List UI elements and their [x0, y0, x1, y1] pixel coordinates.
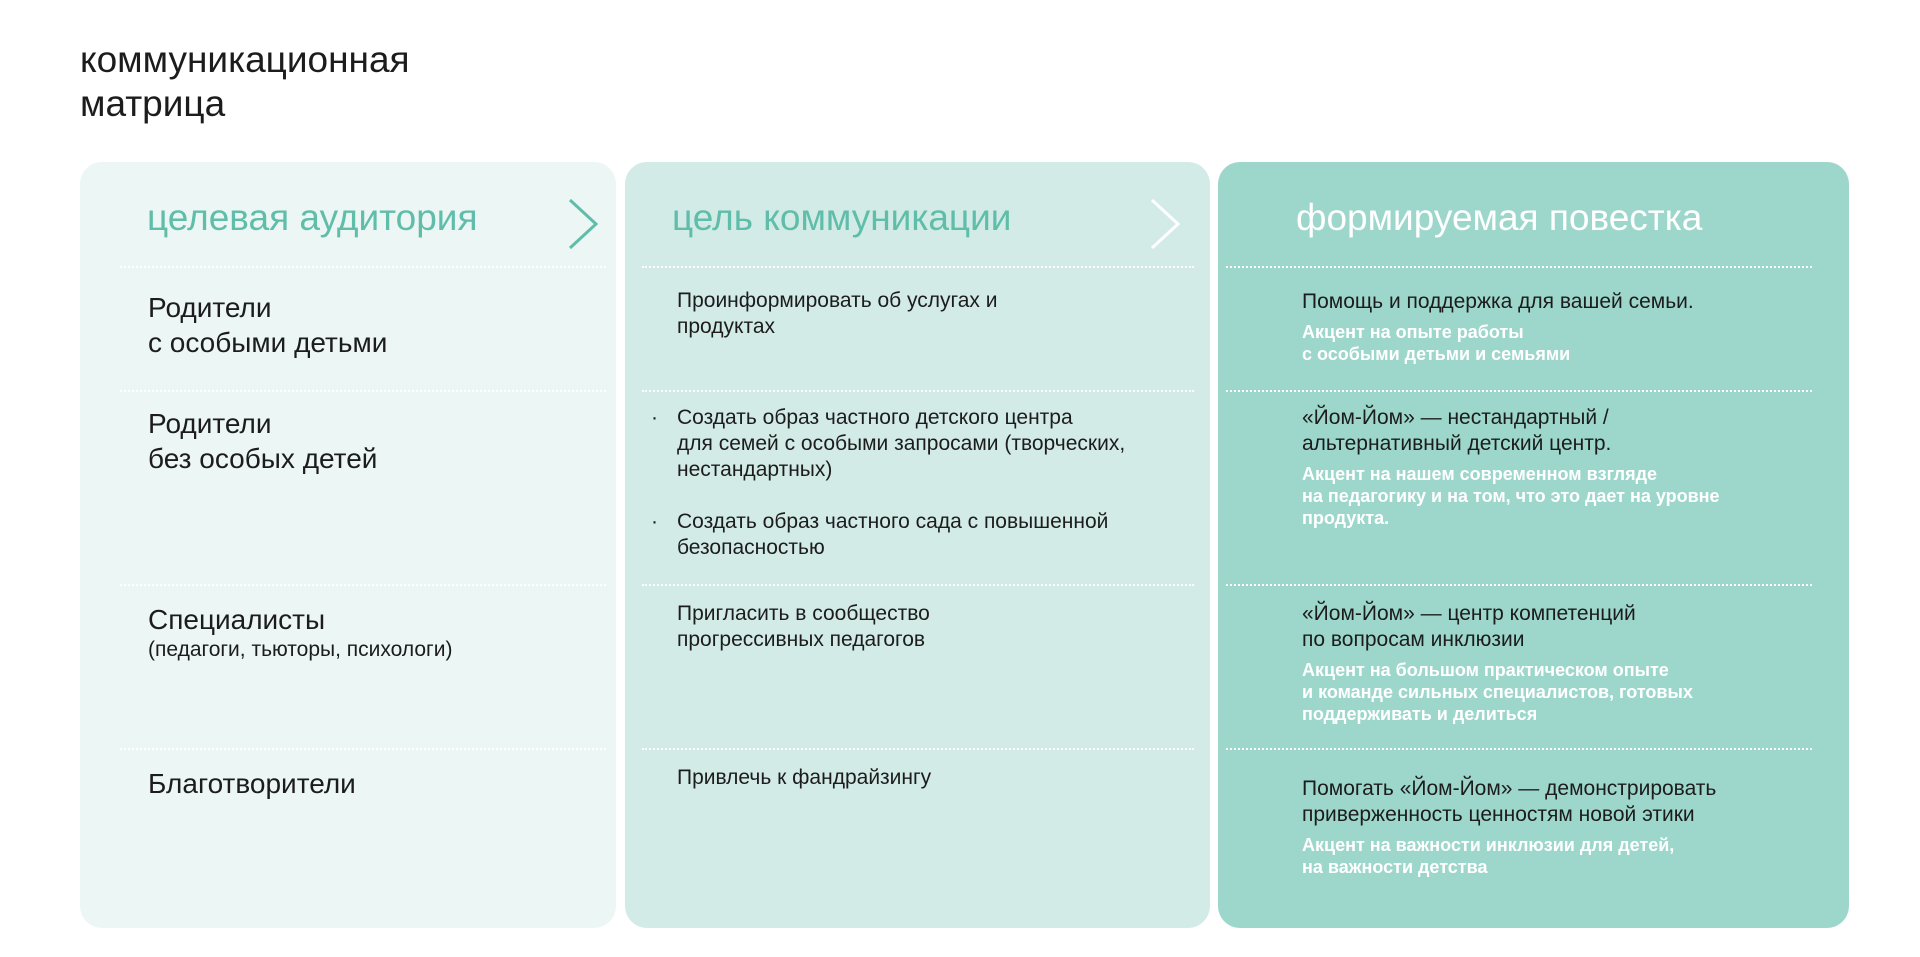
row-divider [120, 266, 606, 268]
goal-cell: Привлечь к фандрайзингу [677, 766, 932, 789]
audience-cell: Родители без особых детей [148, 408, 378, 474]
agenda-cell: «Йом-Йом» — нестандартный / альтернативный детский центр. Акцент на нашем современном взгляде на педагогику и на том, что это дает на уровне продукта. [1302, 405, 1822, 529]
row-divider [120, 748, 606, 750]
page-title [80, 38, 410, 126]
goal-header: цель коммуникации [672, 197, 1012, 238]
goal-bullet-item: · Создать образ частного детского центра для семей с особыми запросами (творческих, нестандартных) [651, 406, 1126, 481]
row-divider [642, 266, 1194, 268]
goal-cell: Пригласить в сообщество прогрессивных педагогов [677, 602, 930, 651]
goal-bullet-item: · Создать образ частного сада с повышенной безопасностью [651, 510, 1109, 559]
agenda-accent: Акцент на большом практическом опыте и команде сильных специалистов, готовых поддерживать и делиться [1302, 660, 1693, 724]
row-divider [1226, 584, 1812, 586]
page-title-line1: коммуникационная [80, 39, 410, 80]
row-divider [642, 390, 1194, 392]
audience-header: целевая аудитория [147, 197, 478, 238]
chevron-right-icon [566, 198, 600, 250]
row-divider [642, 748, 1194, 750]
row-divider [642, 584, 1194, 586]
agenda-header: формируемая повестка [1296, 197, 1703, 238]
goal-cell: Проинформировать об услугах и продуктах [677, 289, 998, 338]
audience-cell: Родители с особыми детьми [148, 292, 388, 358]
audience-cell: Благотворители [148, 768, 356, 799]
agenda-cell: Помощь и поддержка для вашей семьи. Акцент на опыте работы с особыми детьми и семьями [1302, 289, 1822, 365]
chevron-right-icon [1148, 198, 1182, 250]
row-divider [1226, 266, 1812, 268]
bullet-icon: · [651, 406, 658, 429]
agenda-cell: «Йом-Йом» — центр компетенций по вопросам инклюзии Акцент на большом практическом опыте и команде сильных специалистов, готовых поддерживать и делиться [1302, 601, 1822, 725]
row-divider [1226, 748, 1812, 750]
row-divider [120, 584, 606, 586]
bullet-icon: · [651, 510, 658, 533]
audience-subtitle: (педагоги, тьюторы, психологи) [148, 638, 453, 661]
agenda-accent: Акцент на опыте работы с особыми детьми и семьями [1302, 322, 1571, 364]
agenda-accent: Акцент на важности инклюзии для детей, на важности детства [1302, 835, 1675, 877]
row-divider [1226, 390, 1812, 392]
row-divider [120, 390, 606, 392]
agenda-accent: Акцент на нашем современном взгляде на педагогику и на том, что это дает на уровне продукта. [1302, 464, 1720, 528]
agenda-cell: Помогать «Йом-Йом» — демонстрировать приверженность ценностям новой этики Акцент на важности инклюзии для детей, на важности детства [1302, 776, 1822, 878]
audience-column [80, 162, 616, 928]
page-title-line2: матрица [80, 83, 226, 124]
audience-cell: Специалисты (педагоги, тьюторы, психологи) [148, 604, 453, 661]
